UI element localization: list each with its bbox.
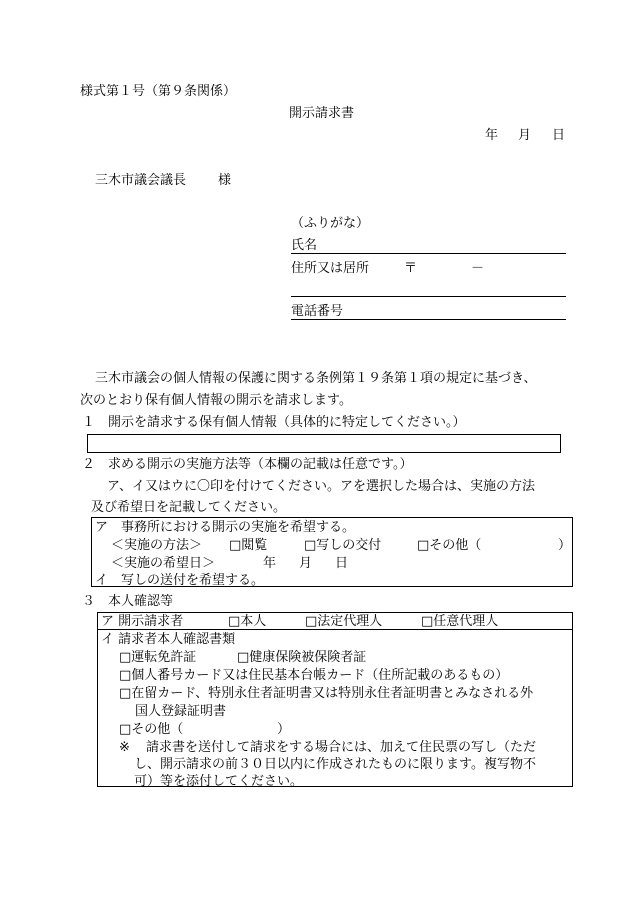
form-number: 様式第１号（第９条関係） [80,84,237,99]
docs-label: イ 請求者本人確認書類 [101,632,236,647]
doc-other-checkbox[interactable]: □その他（ [119,722,184,737]
section-2-note-line-1: ア、イ又はウに〇印を付けてください。アを選択した場合は、実施の方法 [107,479,535,494]
method-other-close: ） [558,538,572,553]
postal-mark: 〒 [404,261,418,276]
option-i-label[interactable]: イ 写しの送付を希望する。 [95,573,265,588]
doc-other-close: ） [277,722,291,737]
addressee-honorific: 様 [218,173,232,188]
phone-label: 電話番号 [291,304,344,319]
address-label: 住所又は居所 [291,261,370,276]
method-copy-checkbox[interactable]: □写しの交付 [304,538,382,553]
address-field[interactable] [291,296,566,297]
section-3-heading: ３ 本人確認等 [82,594,174,609]
desired-date-year[interactable]: 年 [263,556,277,571]
note-line-1: 請求書を送付して請求をする場合には、加えて住民票の写し（ただ [146,740,537,755]
date-day-label: 日 [552,128,566,143]
type-legal-agent-checkbox[interactable]: □法定代理人 [305,614,383,629]
furigana-label: （ふりがな） [291,216,370,231]
note-line-2: し、開示請求の前３０日以内に作成されたものに限ります。複写物不 [134,757,536,772]
doc-insurance-checkbox[interactable]: □健康保険被保険者証 [237,650,367,665]
method-label: ＜実施の方法＞ [111,538,203,553]
date-month-label: 月 [518,128,532,143]
postal-dash: － [471,261,485,276]
requested-info-field[interactable] [87,434,561,453]
section-1-heading: １ 開示を請求する保有個人情報（具体的に特定してください。） [82,415,466,430]
type-self-checkbox[interactable]: □本人 [228,614,267,629]
doc-license-checkbox[interactable]: □運転免許証 [119,650,197,665]
doc-mynumber-checkbox[interactable]: □個人番号カード又は住民基本台帳カード（住所記載のあるもの） [119,668,509,683]
doc-residence-checkbox[interactable]: □在留カード、特別永住者証明書又は特別永住者証明書とみなされる外 [119,686,534,701]
name-field[interactable] [291,253,566,254]
type-voluntary-agent-checkbox[interactable]: □任意代理人 [421,614,499,629]
section-2-note-line-2: 及び希望日を記載してください。 [91,500,287,515]
requester-type-label: ア 開示請求者 [101,614,184,629]
doc-residence-line-2: 国人登録証明書 [135,704,227,719]
page-title: 開示請求書 [289,106,355,121]
date-year-label: 年 [485,128,499,143]
desired-date-month[interactable]: 月 [299,556,313,571]
phone-field[interactable] [291,319,566,320]
intro-line-2: 次のとおり保有個人情報の開示を請求します。 [80,393,352,408]
addressee-name: 三木市議会議長 [95,173,187,188]
desired-date-day[interactable]: 日 [335,556,349,571]
note-mark: ※ [119,740,130,755]
method-other-checkbox[interactable]: □その他（ [417,538,482,553]
desired-date-label: ＜実施の希望日＞ [111,556,216,571]
note-line-3: 可）等を添付してください。 [134,774,304,789]
intro-line-1: 三木市議会の個人情報の保護に関する条例第１９条第１項の規定に基づき、 [95,371,537,386]
option-a-label[interactable]: ア 事務所における開示の実施を希望する。 [95,520,356,535]
section-2-heading: ２ 求める開示の実施方法等（本欄の記載は任意です。） [82,457,413,472]
name-label: 氏名 [291,238,318,253]
method-view-checkbox[interactable]: □閲覧 [229,538,268,553]
